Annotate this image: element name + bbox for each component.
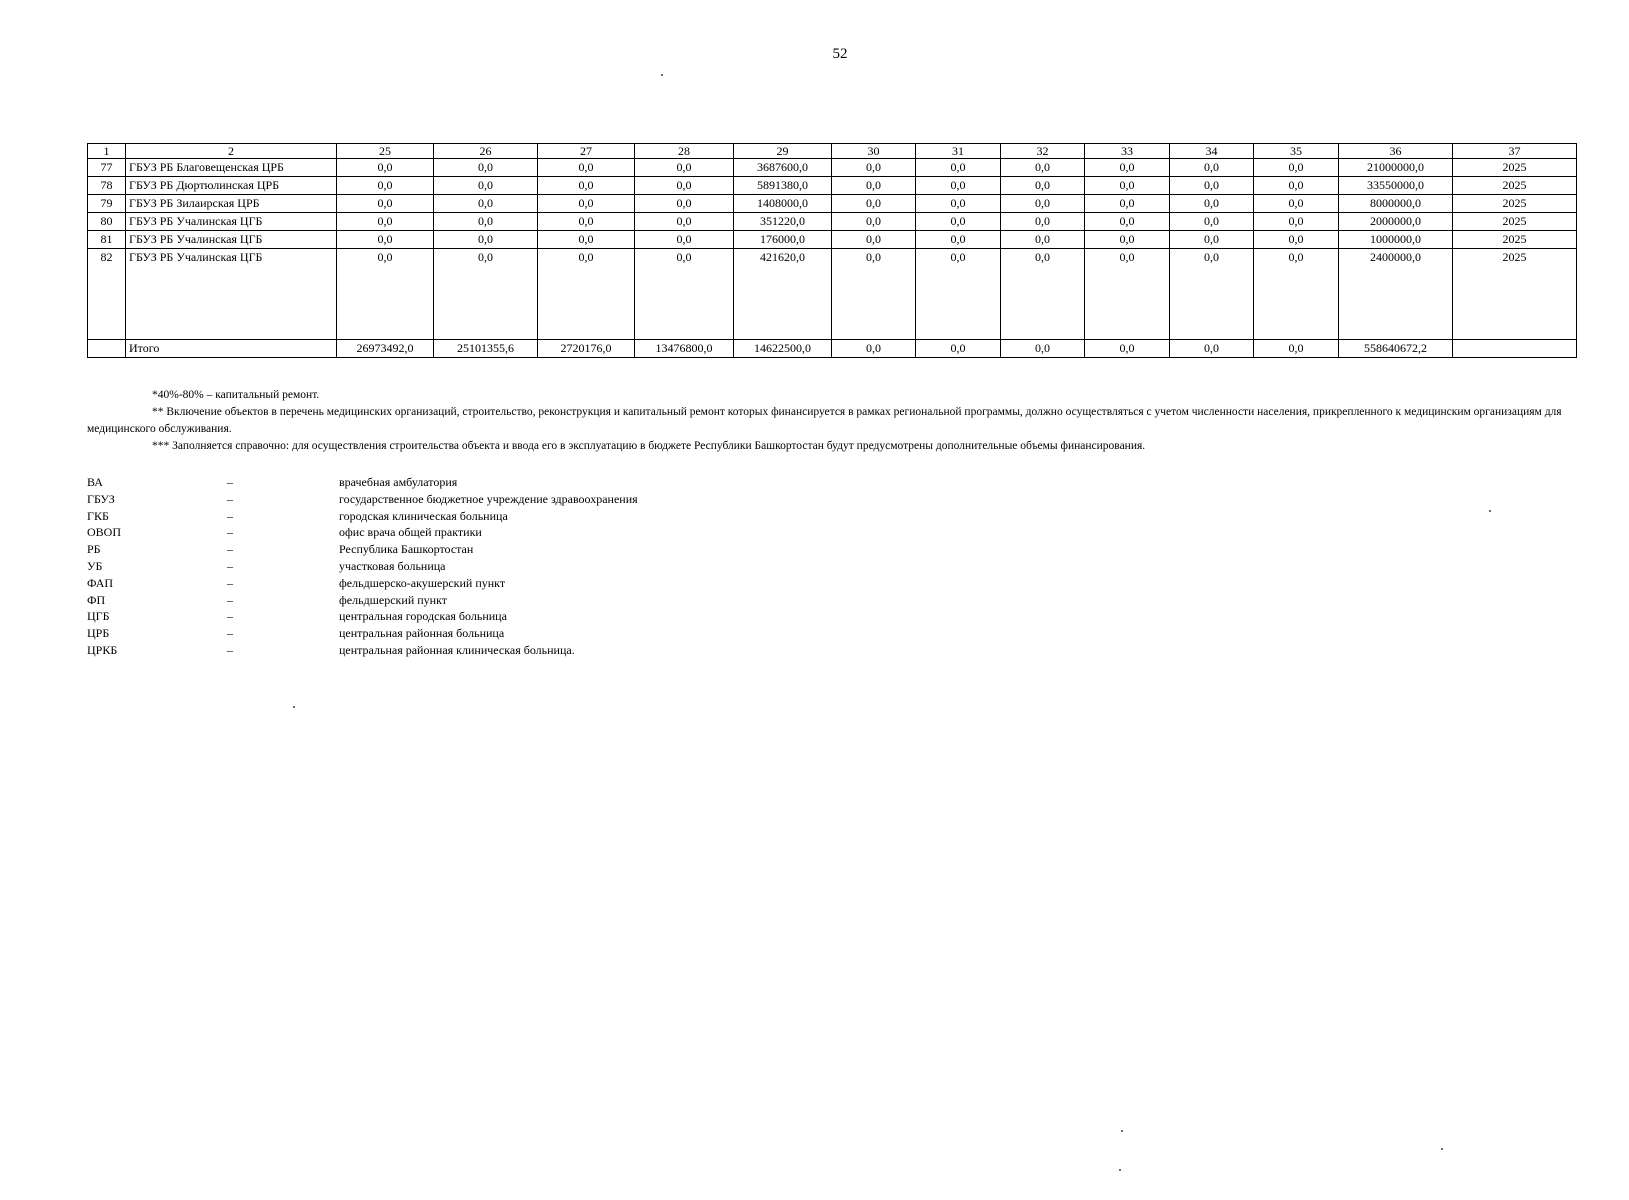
cell: 0,0 <box>832 340 916 358</box>
financing-table <box>87 143 1577 358</box>
abbr-definition: офис врача общей практики <box>339 525 482 540</box>
cell: 0,0 <box>1170 340 1254 358</box>
cell: 0,0 <box>916 249 1001 340</box>
column-header: 29 <box>734 144 832 159</box>
abbr-dash: – <box>227 626 233 641</box>
table-row <box>88 249 1577 340</box>
cell: 33550000,0 <box>1339 177 1453 195</box>
row-number: 80 <box>88 213 126 231</box>
cell: 421620,0 <box>734 249 832 340</box>
cell: 0,0 <box>916 159 1001 177</box>
cell: 0,0 <box>635 249 734 340</box>
column-header: 37 <box>1453 144 1577 159</box>
cell: 0,0 <box>832 195 916 213</box>
cell: 0,0 <box>635 177 734 195</box>
cell: 2025 <box>1453 177 1577 195</box>
scan-speck <box>293 706 295 708</box>
cell: 0,0 <box>1001 340 1085 358</box>
abbr-dash: – <box>227 525 233 540</box>
abbr-definition: центральная районная больница <box>339 626 505 641</box>
abbr-definition: городская клиническая больница <box>339 508 508 523</box>
cell: 0,0 <box>832 213 916 231</box>
cell: 0,0 <box>916 195 1001 213</box>
cell: 2000000,0 <box>1339 213 1453 231</box>
abbr-code: ФП <box>87 592 106 607</box>
abbr-definition: фельдшерско-акушерский пункт <box>339 575 506 590</box>
cell: 0,0 <box>1170 231 1254 249</box>
column-header: 35 <box>1254 144 1339 159</box>
abbr-code: ЦРКБ <box>87 642 118 657</box>
cell: 0,0 <box>1085 340 1170 358</box>
cell: 0,0 <box>337 177 434 195</box>
cell: 0,0 <box>1254 249 1339 340</box>
column-header: 25 <box>337 144 434 159</box>
cell: 0,0 <box>1001 159 1085 177</box>
row-number: 77 <box>88 159 126 177</box>
scan-speck <box>1121 1130 1123 1132</box>
cell: 0,0 <box>1254 213 1339 231</box>
abbr-definition: фельдшерский пункт <box>339 592 447 607</box>
abbr-definition: государственное бюджетное учреждение здравоохранения <box>339 491 638 506</box>
cell: 2720176,0 <box>538 340 635 358</box>
abbr-definition: центральная районная клиническая больница. <box>339 642 575 657</box>
cell: 0,0 <box>916 231 1001 249</box>
list-item <box>87 592 787 609</box>
scan-speck <box>1119 1169 1121 1171</box>
table-row <box>88 213 1577 231</box>
cell: 13476800,0 <box>635 340 734 358</box>
cell: 0,0 <box>434 159 538 177</box>
column-header: 32 <box>1001 144 1085 159</box>
list-item <box>87 642 787 659</box>
cell: 0,0 <box>434 195 538 213</box>
cell: 0,0 <box>1254 231 1339 249</box>
cell: 0,0 <box>538 159 635 177</box>
total-row <box>88 340 1577 358</box>
abbr-code: ГКБ <box>87 508 109 523</box>
list-item <box>87 608 787 625</box>
abbr-dash: – <box>227 491 233 506</box>
cell: 0,0 <box>1001 249 1085 340</box>
cell: 0,0 <box>1254 159 1339 177</box>
abbr-dash: – <box>227 558 233 573</box>
abbr-dash: – <box>227 592 233 607</box>
cell: 0,0 <box>337 249 434 340</box>
cell: 0,0 <box>635 159 734 177</box>
cell: 0,0 <box>434 249 538 340</box>
list-item <box>87 541 787 558</box>
cell: 0,0 <box>1001 195 1085 213</box>
cell: 0,0 <box>832 249 916 340</box>
abbr-dash: – <box>227 642 233 657</box>
cell: 0,0 <box>538 213 635 231</box>
abbr-definition: врачебная амбулатория <box>339 475 458 489</box>
column-header: 26 <box>434 144 538 159</box>
cell: 25101355,6 <box>434 340 538 358</box>
table-header-row <box>88 144 1577 159</box>
list-item <box>87 491 787 508</box>
column-header: 36 <box>1339 144 1453 159</box>
cell: 5891380,0 <box>734 177 832 195</box>
abbr-code: ГБУЗ <box>87 491 115 506</box>
abbr-code: РБ <box>87 542 101 557</box>
cell <box>88 340 126 358</box>
cell: 2025 <box>1453 231 1577 249</box>
cell: 0,0 <box>635 231 734 249</box>
cell: 176000,0 <box>734 231 832 249</box>
table-row <box>88 159 1577 177</box>
cell: 0,0 <box>832 231 916 249</box>
cell: 0,0 <box>916 340 1001 358</box>
cell: 0,0 <box>1170 159 1254 177</box>
row-number: 78 <box>88 177 126 195</box>
cell: 0,0 <box>538 177 635 195</box>
abbr-dash: – <box>227 508 233 523</box>
footnote-3: *** Заполняется справочно: для осуществления строительства объекта и ввода его в эксплуатацию в бюджете Республики Башкортостан будут предусмотрены дополнительные объемы финансирования. <box>152 440 1146 452</box>
organization-name: ГБУЗ РБ Благовещенская ЦРБ <box>126 159 337 177</box>
abbr-code: ЦГБ <box>87 609 110 624</box>
list-item <box>87 625 787 642</box>
row-number: 82 <box>88 249 126 340</box>
table-row <box>88 195 1577 213</box>
organization-name: ГБУЗ РБ Зилаирская ЦРБ <box>126 195 337 213</box>
cell: 3687600,0 <box>734 159 832 177</box>
cell: 351220,0 <box>734 213 832 231</box>
column-header: 1 <box>88 144 126 159</box>
organization-name: ГБУЗ РБ Учалинская ЦГБ <box>126 249 337 340</box>
column-header: 27 <box>538 144 635 159</box>
column-header: 34 <box>1170 144 1254 159</box>
cell: 0,0 <box>337 159 434 177</box>
cell: 0,0 <box>337 195 434 213</box>
abbreviations-list <box>87 474 787 659</box>
abbr-definition: центральная городская больница <box>339 609 507 624</box>
cell: 0,0 <box>832 177 916 195</box>
cell: 0,0 <box>1254 177 1339 195</box>
table-row <box>88 231 1577 249</box>
scan-speck <box>661 74 663 76</box>
abbr-code: УБ <box>87 558 103 573</box>
abbr-code: ОВОП <box>87 525 122 540</box>
abbr-dash: – <box>227 609 233 624</box>
row-number: 81 <box>88 231 126 249</box>
list-item <box>87 558 787 575</box>
list-item <box>87 474 787 491</box>
column-header: 33 <box>1085 144 1170 159</box>
page-number: 52 <box>832 46 848 62</box>
cell: 2400000,0 <box>1339 249 1453 340</box>
footnotes <box>87 387 1577 455</box>
total-label: Итого <box>126 340 337 358</box>
cell: 0,0 <box>635 213 734 231</box>
column-header: 30 <box>832 144 916 159</box>
cell: 0,0 <box>1170 249 1254 340</box>
cell: 0,0 <box>635 195 734 213</box>
cell: 21000000,0 <box>1339 159 1453 177</box>
cell: 14622500,0 <box>734 340 832 358</box>
cell: 2025 <box>1453 159 1577 177</box>
cell: 0,0 <box>1170 195 1254 213</box>
scan-speck <box>1489 510 1491 512</box>
cell: 0,0 <box>434 213 538 231</box>
table-row <box>88 177 1577 195</box>
cell: 0,0 <box>538 249 635 340</box>
cell: 0,0 <box>1085 249 1170 340</box>
organization-name: ГБУЗ РБ Учалинская ЦГБ <box>126 213 337 231</box>
cell: 1408000,0 <box>734 195 832 213</box>
list-item <box>87 508 787 525</box>
cell: 0,0 <box>434 177 538 195</box>
column-header: 2 <box>126 144 337 159</box>
cell: 0,0 <box>1085 159 1170 177</box>
cell: 0,0 <box>1254 195 1339 213</box>
cell: 0,0 <box>916 177 1001 195</box>
cell: 0,0 <box>1085 195 1170 213</box>
cell: 0,0 <box>1170 213 1254 231</box>
cell: 0,0 <box>337 231 434 249</box>
column-header: 28 <box>635 144 734 159</box>
footnote-2: ** Включение объектов в перечень медицинских организаций, строительство, реконструкция и капитальный ремонт которых финансируется в рамках региональной программы, должно осуществляться с учетом численности населения, прикрепленного к медицинским организациям для медицинского обслуживания. <box>87 406 1562 435</box>
cell: 0,0 <box>1001 177 1085 195</box>
organization-name: ГБУЗ РБ Дюртюлинская ЦРБ <box>126 177 337 195</box>
cell: 0,0 <box>1170 177 1254 195</box>
cell: 0,0 <box>1001 213 1085 231</box>
cell: 0,0 <box>916 213 1001 231</box>
abbr-code: ВА <box>87 475 103 489</box>
abbr-code: ЦРБ <box>87 626 110 641</box>
cell: 8000000,0 <box>1339 195 1453 213</box>
cell: 0,0 <box>1085 177 1170 195</box>
cell: 2025 <box>1453 249 1577 340</box>
footnote-1: *40%-80% – капитальный ремонт. <box>152 389 320 401</box>
row-number: 79 <box>88 195 126 213</box>
abbr-dash: – <box>227 475 233 489</box>
column-header: 31 <box>916 144 1001 159</box>
abbr-definition: Республика Башкортостан <box>339 542 474 557</box>
cell: 0,0 <box>1001 231 1085 249</box>
organization-name: ГБУЗ РБ Учалинская ЦГБ <box>126 231 337 249</box>
cell: 0,0 <box>538 231 635 249</box>
cell: 26973492,0 <box>337 340 434 358</box>
cell: 0,0 <box>1085 213 1170 231</box>
cell: 0,0 <box>538 195 635 213</box>
cell: 0,0 <box>1254 340 1339 358</box>
cell: 558640672,2 <box>1339 340 1453 358</box>
cell: 0,0 <box>1085 231 1170 249</box>
cell <box>1453 340 1577 358</box>
cell: 0,0 <box>832 159 916 177</box>
abbr-dash: – <box>227 575 233 590</box>
abbr-code: ФАП <box>87 575 114 590</box>
cell: 0,0 <box>337 213 434 231</box>
abbr-definition: участковая больница <box>339 558 446 573</box>
cell: 2025 <box>1453 195 1577 213</box>
list-item <box>87 524 787 541</box>
list-item <box>87 575 787 592</box>
scan-speck <box>1441 1148 1443 1150</box>
cell: 2025 <box>1453 213 1577 231</box>
cell: 0,0 <box>434 231 538 249</box>
cell: 1000000,0 <box>1339 231 1453 249</box>
abbr-dash: – <box>227 542 233 557</box>
